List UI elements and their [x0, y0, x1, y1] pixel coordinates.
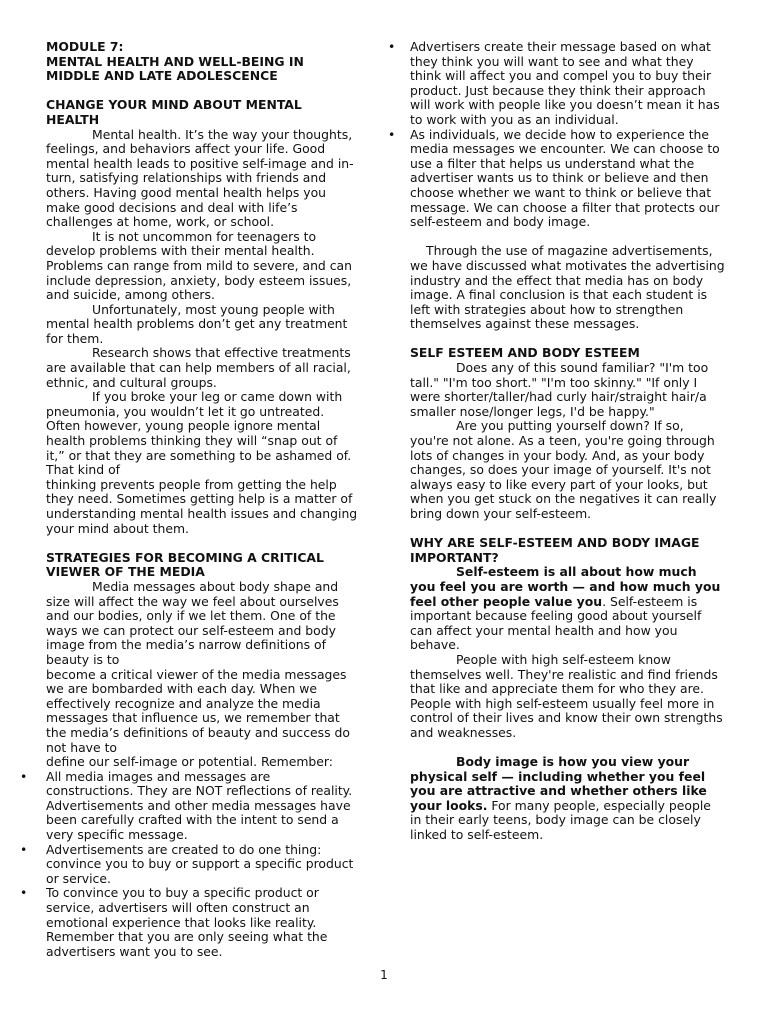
left-column: [46, 40, 358, 959]
list-item: • Advertisers create their message based on what they think you will want to see and what they think will affect you and compel you to buy their product. Just because they think their approach will work with people like you doesn’t mean it has to work with you as an individual.: [410, 40, 726, 128]
paragraph: Mental health. It’s the way your thoughts, feelings, and behaviors affect your life. Good mental health leads to positive self-image and in-turn, satisfying relationships with friends and others. Having good mental health helps you make good decisions and deal with life’s challenges at home, work, or school.: [46, 126, 354, 230]
conclusion-paragraph: Through the use of magazine advertisements, we have discussed what motivates the advertising industry and the effect that media has on body image. A final conclusion is that each student is left with strategies about how to strengthen themselves against these messages.: [410, 243, 725, 332]
section-heading-mental-health: CHANGE YOUR MIND ABOUT MENTAL HEALTH: [46, 97, 302, 127]
paragraph-continued: thinking prevents people from getting the help they need. Sometimes getting help is a matter of understanding mental health issues and changing your mind about them.: [46, 476, 358, 536]
paragraph: Media messages about body shape and size will affect the way we feel about ourselves and our bodies, only if we let them. One of the ways we can protect our self-esteem and body image from the media’s narrow definitions of beauty is to: [46, 578, 339, 667]
list-item: • As individuals, we decide how to experience the media messages we encounter. We can choose to use a filter that helps us understand what the advertiser wants us to think or believe and then choose whether we want to think or believe that message. We can choose a filter that protects our self-esteem and body image.: [410, 128, 726, 230]
media-bullet-list-continued: [410, 40, 726, 230]
module-heading: [46, 40, 358, 84]
paragraph: Are you putting yourself down? If so, you're not alone. As a teen, you're going through lots of changes in your body. And, as your body changes, so does your image of yourself. It's not always easy to like every part of your looks, but when you get stuck on the negatives it can really bring down your self-esteem.: [410, 418, 717, 521]
text-span: For many people, especially people in their early teens, body image can be closely linked to self-esteem.: [410, 797, 711, 843]
section-heading-critical-viewer: STRATEGIES FOR BECOMING A CRITICAL VIEWER OF THE MEDIA: [46, 549, 324, 580]
paragraph: [410, 565, 726, 653]
paragraph-continued: define our self-image or potential. Remember:: [46, 754, 333, 770]
paragraph: If you broke your leg or came down with pneumonia, you wouldn’t let it go untreated. Often however, young people ignore mental health problems thinking they will “snap out of it,” or that they are something to be ashamed of. That kind of: [46, 389, 352, 478]
module-subtitle-line-1: MENTAL HEALTH AND WELL-BEING IN: [46, 53, 304, 69]
paragraph: Unfortunately, most young people with mental health problems don’t get any treatment for them.: [46, 301, 348, 346]
text-span: . Self-esteem is important because feeling good about yourself can affect your mental health and how you behave.: [410, 593, 702, 653]
list-item: • To convince you to buy a specific product or service, advertisers will often construct an emotional experience that looks like reality. Remember that you are only seeing what the advertisers want you to see.: [46, 886, 358, 959]
paragraph: Research shows that effective treatments are available that can help members of all racial, ethnic, and cultural groups.: [46, 345, 351, 390]
paragraph: It is not uncommon for teenagers to develop problems with their mental health. Problems can range from mild to severe, and can include depression, anxiety, body esteem issues, and suicide, among others.: [46, 228, 352, 303]
section-heading-self-esteem: SELF ESTEEM AND BODY ESTEEM: [410, 345, 640, 361]
list-item: • All media images and messages are constructions. They are NOT reflections of reality. Advertisements and other media messages have been carefully crafted with the intent to send a very specific message.: [46, 770, 358, 843]
module-subtitle-line-2: MIDDLE AND LATE ADOLESCENCE: [46, 68, 278, 84]
right-column: [410, 40, 726, 843]
paragraph: People with high self-esteem know themselves well. They're realistic and find friends that like and appreciate them for who they are. People with high self-esteem usually feel more in control of their lives and know their own strengths and weaknesses.: [410, 651, 723, 740]
module-title: MODULE 7:: [46, 39, 124, 54]
page-number: 1: [380, 968, 388, 982]
section-heading-why-important: WHY ARE SELF-ESTEEM AND BODY IMAGE IMPORTANT?: [410, 535, 700, 565]
media-bullet-list: [46, 770, 358, 960]
bold-phrase: Body image is how you view your physical self — including whether you feel you are attractive and whether others like your looks.: [410, 754, 707, 813]
list-item: • Advertisements are created to do one thing: convince you to buy or support a specific product or service.: [46, 843, 358, 887]
bold-phrase: Self-esteem is all about how much you feel you are worth — and how much you feel other people value you: [410, 564, 721, 609]
paragraph: Does any of this sound familiar? "I'm too tall." "I'm too short." "I'm too skinny." "If only I were shorter/taller/had curly hair/straight hair/a smaller nose/longer legs, I'd be happy.": [410, 360, 709, 419]
paragraph-continued: become a critical viewer of the media messages we are bombarded with each day. When we effectively recognize and analyze the media messages that influence us, we remember that the media’s definitions of beauty and success do not have to: [46, 666, 350, 755]
paragraph: [410, 755, 726, 843]
